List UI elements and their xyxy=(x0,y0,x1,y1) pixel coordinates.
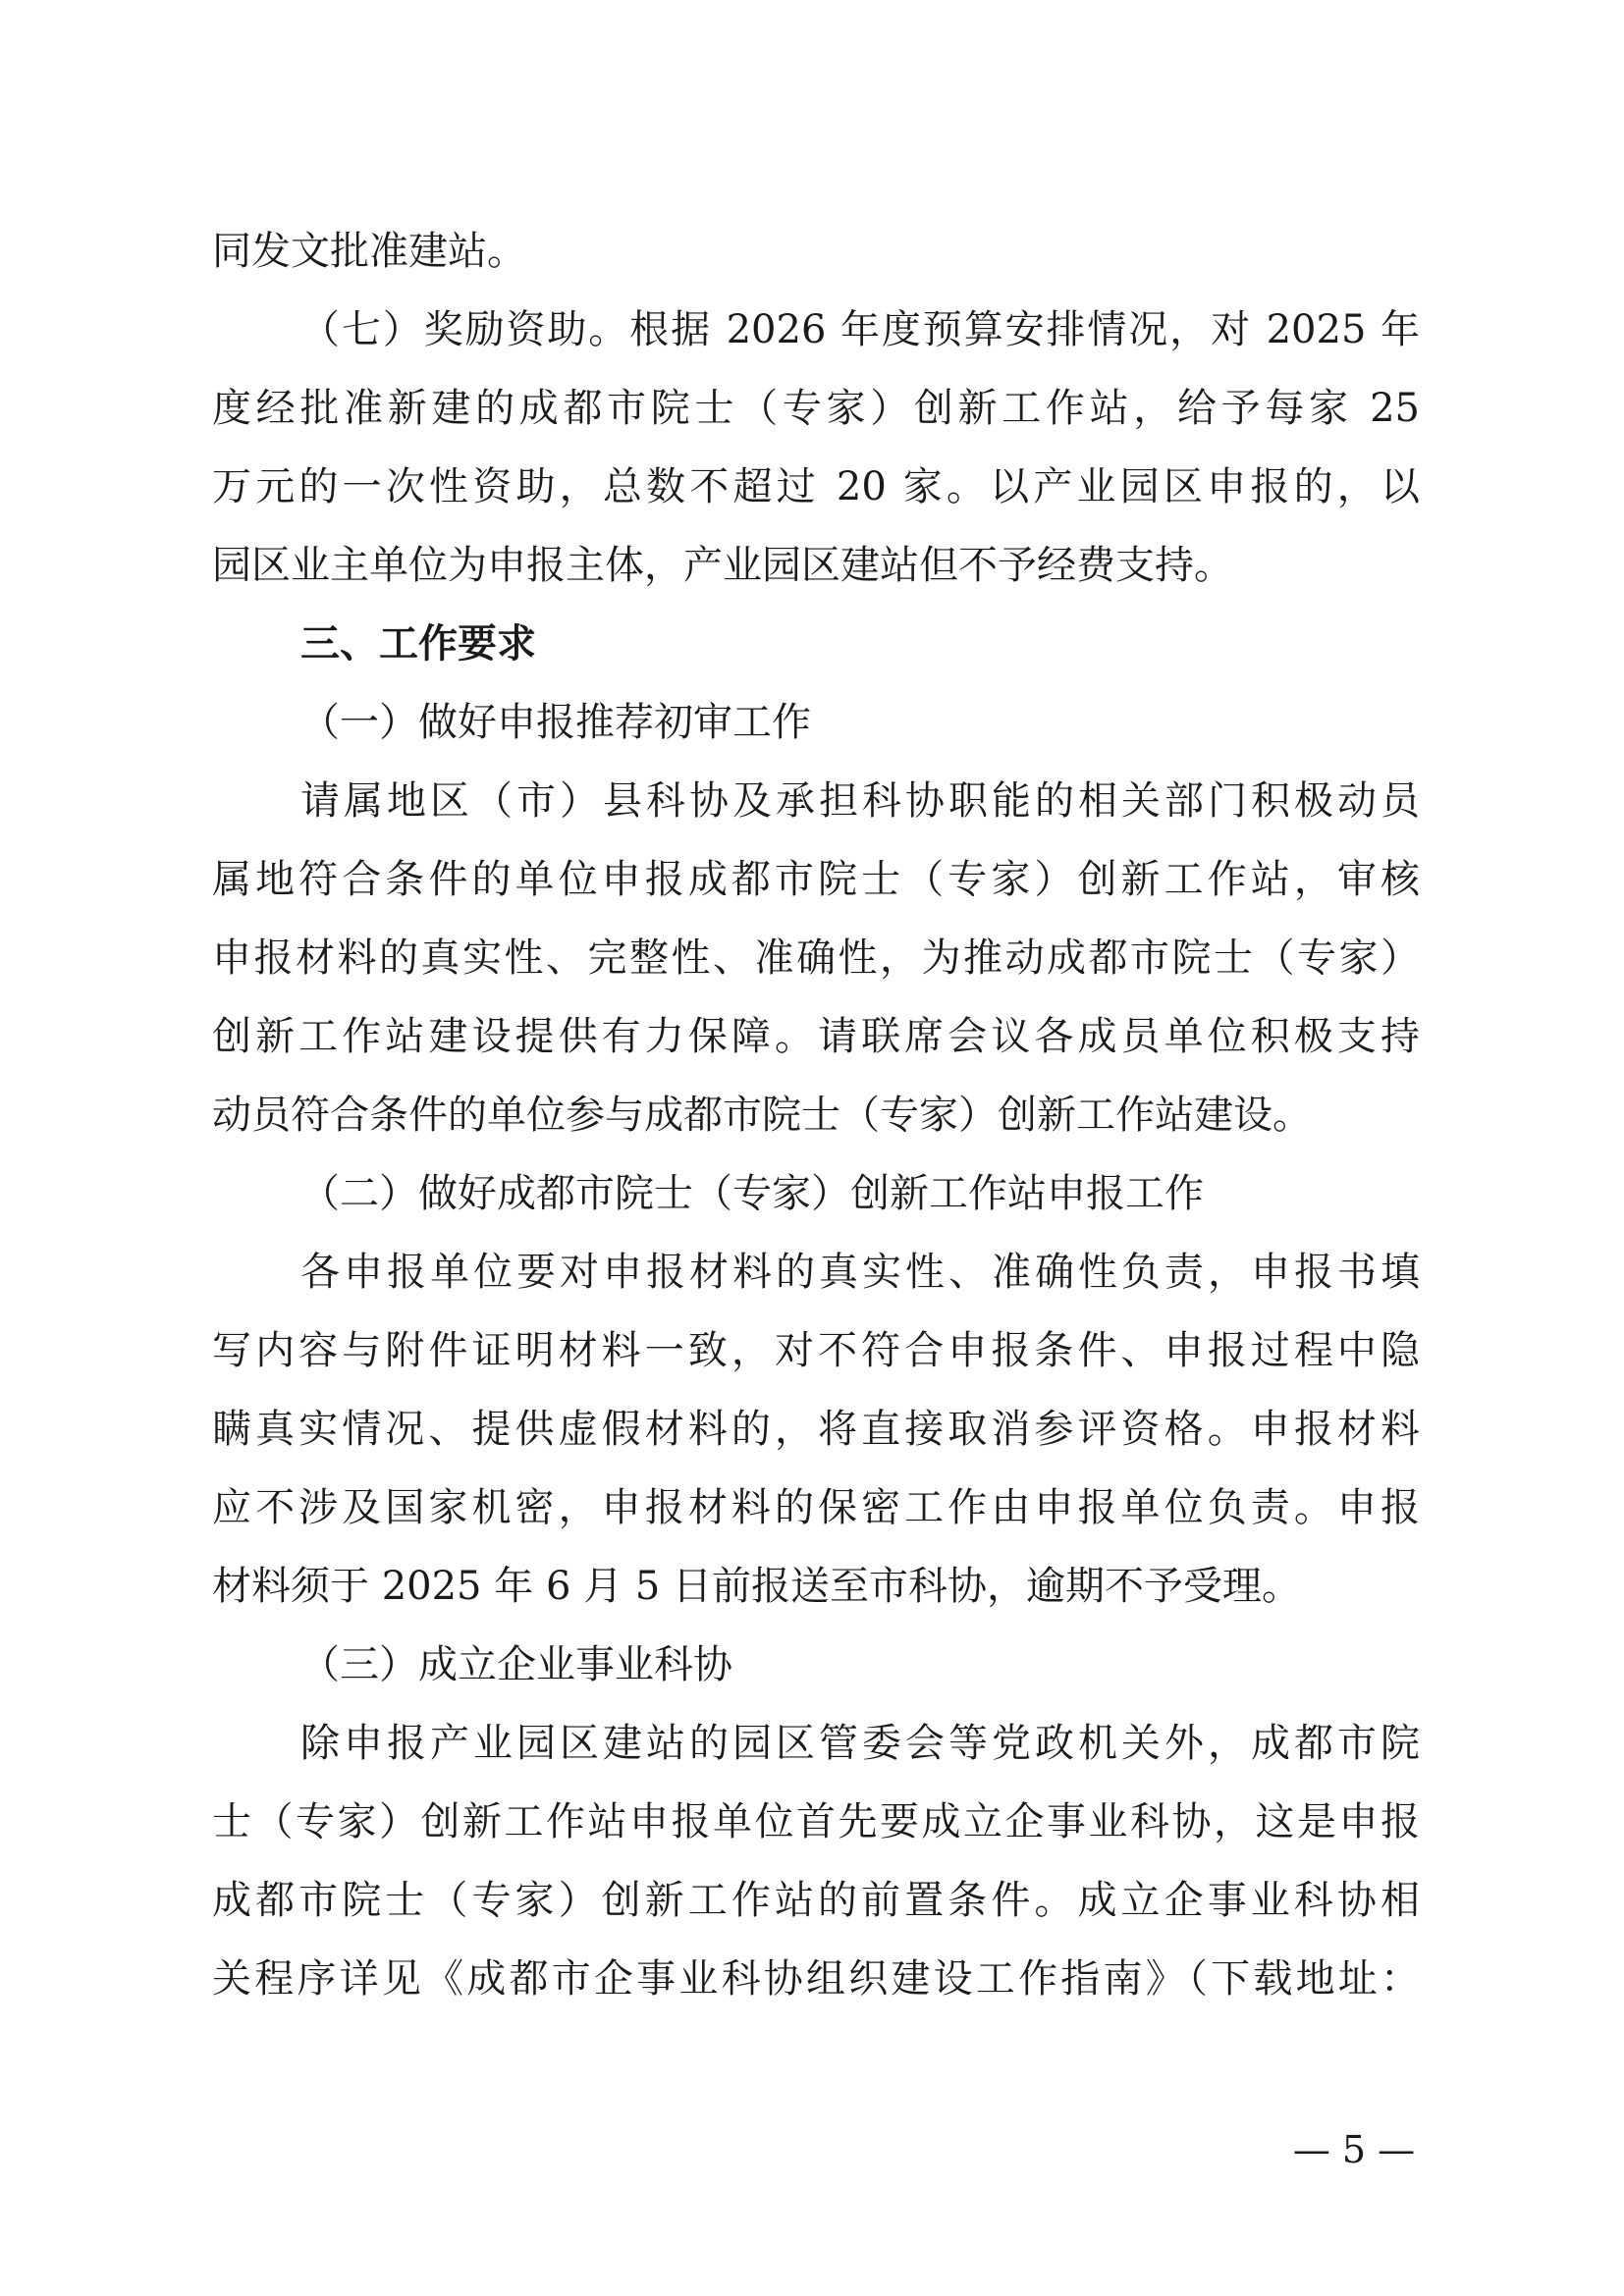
text-line: 园区业主单位为申报主体，产业园区建站但不予经费支持。 xyxy=(212,543,1233,588)
subsection-heading-3: （三）成立企业事业科协 xyxy=(300,1642,732,1687)
text-line: 除申报产业园区建站的园区管委会等党政机关外，成都市院 xyxy=(300,1721,1420,1766)
text-line-section-7: （七）奖励资助。根据 2026 年度预算安排情况，对 2025 年 xyxy=(300,307,1420,352)
text-line: 属地符合条件的单位申报成都市院士（专家）创新工作站，审核 xyxy=(212,857,1420,902)
text-line: 材料须于 2025 年 6 月 5 日前报送至市科协，逾期不予受理。 xyxy=(212,1564,1301,1609)
text-line: 请属地区（市）县科协及承担科协职能的相关部门积极动员 xyxy=(300,778,1420,824)
text-line: 成都市院士（专家）创新工作站的前置条件。成立企事业科协相 xyxy=(212,1878,1420,1923)
text-line: 申报材料的真实性、完整性、准确性，为推动成都市院士（专家） xyxy=(212,935,1420,981)
text-line: 应不涉及国家机密，申报材料的保密工作由申报单位负责。申报 xyxy=(212,1485,1420,1530)
text-line: 写内容与附件证明材料一致，对不符合申报条件、申报过程中隐 xyxy=(212,1328,1420,1373)
text-line: 瞒真实情况、提供虚假材料的，将直接取消参评资格。申报材料 xyxy=(212,1407,1420,1452)
text-line: 度经批准新建的成都市院士（专家）创新工作站，给予每家 25 xyxy=(212,386,1420,431)
text-line: 关程序详见《成都市企事业科协组织建设工作指南》（下载地址： xyxy=(212,1956,1420,2002)
subsection-heading-2: （二）做好成都市院士（专家）创新工作站申报工作 xyxy=(300,1171,1204,1216)
text-line: 创新工作站建设提供有力保障。请联席会议各成员单位积极支持 xyxy=(212,1014,1420,1059)
section-heading-work-requirements: 三、工作要求 xyxy=(300,620,536,667)
text-line: 各申报单位要对申报材料的真实性、准确性负责，申报书填 xyxy=(300,1250,1420,1295)
subsection-heading-1: （一）做好申报推荐初审工作 xyxy=(300,700,811,745)
text-line-continuation: 同发文批准建站。 xyxy=(212,229,526,274)
page-number: — 5 — xyxy=(1292,2128,1416,2171)
text-line: 士（专家）创新工作站申报单位首先要成立企事业科协，这是申报 xyxy=(212,1799,1420,1844)
text-line: 万元的一次性资助，总数不超过 20 家。以产业园区申报的，以 xyxy=(212,464,1420,509)
text-line: 动员符合条件的单位参与成都市院士（专家）创新工作站建设。 xyxy=(212,1093,1312,1138)
